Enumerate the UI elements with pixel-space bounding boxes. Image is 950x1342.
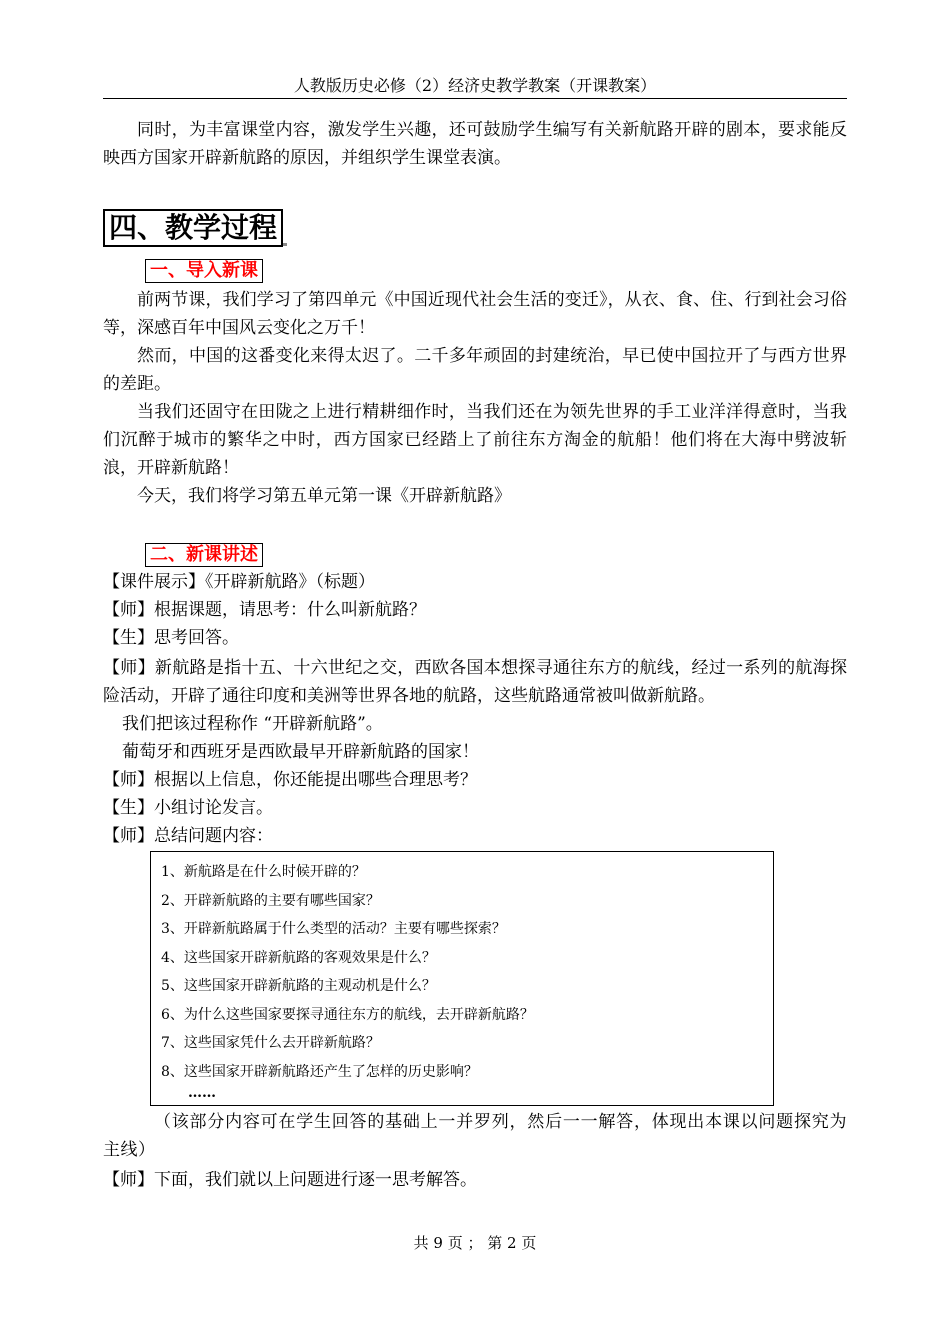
student-answer-line: 【生】思考回答。 (103, 628, 239, 648)
teacher-prompt-line: 【师】根据以上信息，你还能提出哪些合理思考？ (103, 770, 477, 790)
teacher-question-line: 【师】根据课题，请思考：什么叫新航路？ (103, 600, 426, 620)
question-item: 1、新航路是在什么时候开辟的？ (161, 864, 366, 880)
question-item: 8、这些国家开辟新航路还产生了怎样的历史影响？ (161, 1063, 478, 1080)
intro-text-4: 今天，我们将学习第五单元第一课《开辟新航路》 (137, 486, 511, 506)
intro-text-3: 当我们还固守在田陇之上进行精耕细作时，当我们还在为领先世界的手工业洋洋得意时，当我们沉醉于城市的繁华之中时，西方国家已经踏上了前往东方淘金的航船！他们将在大海中劈波斩浪，开辟新航路！ (103, 402, 847, 478)
intro-paragraph: 同时，为丰富课堂内容，激发学生兴趣，还可鼓励学生编写有关新航路开辟的剧本，要求能反映西方国家开辟新航路的原因，并组织学生课堂表演。 (103, 120, 847, 168)
subsection-title-intro: 一、导入新课 (145, 259, 263, 283)
teacher-definition: 【师】新航路是指十五、十六世纪之交，西欧各国本想探寻通往东方的航线，经过一系列的航海探险活动，开辟了通往印度和美洲等世界各地的航路，这些航路通常被叫做新航路。 (103, 658, 847, 706)
page-header: 人教版历史必修（2）经济史教学教案（开课教案） (103, 76, 847, 99)
question-item: 2、开辟新航路的主要有哪些国家？ (161, 892, 380, 909)
teaching-note: （该部分内容可在学生回答的基础上一并罗列，然后一一解答，体现出本课以问题探究为主线） (103, 1112, 847, 1160)
question-item: 3、开辟新航路属于什么类型的活动？主要有哪些探索？ (161, 921, 506, 937)
page-footer: 共 9 页 ； 第 2 页 (413, 1234, 537, 1252)
courseware-line: 【课件展示】《开辟新航路》（标题） (103, 572, 375, 592)
section-title: 四、教学过程 (103, 209, 283, 247)
student-discussion-line: 【生】小组讨论发言。 (103, 798, 273, 818)
teacher-summary-line: 【师】总结问题内容： (103, 826, 273, 846)
definition-line-2: 葡萄牙和西班牙是西欧最早开辟新航路的国家！ (122, 742, 479, 762)
intro-text-1: 前两节课，我们学习了第四单元《中国近现代社会生活的变迁》，从衣、食、住、行到社会习俗等，深感百年中国风云变化之万千！ (103, 290, 847, 338)
definition-line-1: 我们把该过程称作 “开辟新航路”。 (122, 714, 383, 734)
question-item: 6、为什么这些国家要探寻通往东方的航线，去开辟新航路？ (161, 1006, 534, 1023)
question-item: 4、这些国家开辟新航路的客观效果是什么？ (161, 949, 436, 966)
question-item: 5、这些国家开辟新航路的主观动机是什么？ (161, 978, 436, 994)
intro-text-2: 然而，中国的这番变化来得太迟了。二千多年顽固的封建统治，早已使中国拉开了与西方世界的差距。 (103, 346, 847, 394)
questions-ellipsis: …… (188, 1085, 216, 1101)
questions-box (150, 851, 774, 1106)
question-item: 7、这些国家凭什么去开辟新航路？ (161, 1035, 380, 1051)
teacher-closing-line: 【师】下面，我们就以上问题进行逐一思考解答。 (103, 1170, 477, 1190)
subsection-title-lecture: 二、新课讲述 (145, 543, 263, 567)
